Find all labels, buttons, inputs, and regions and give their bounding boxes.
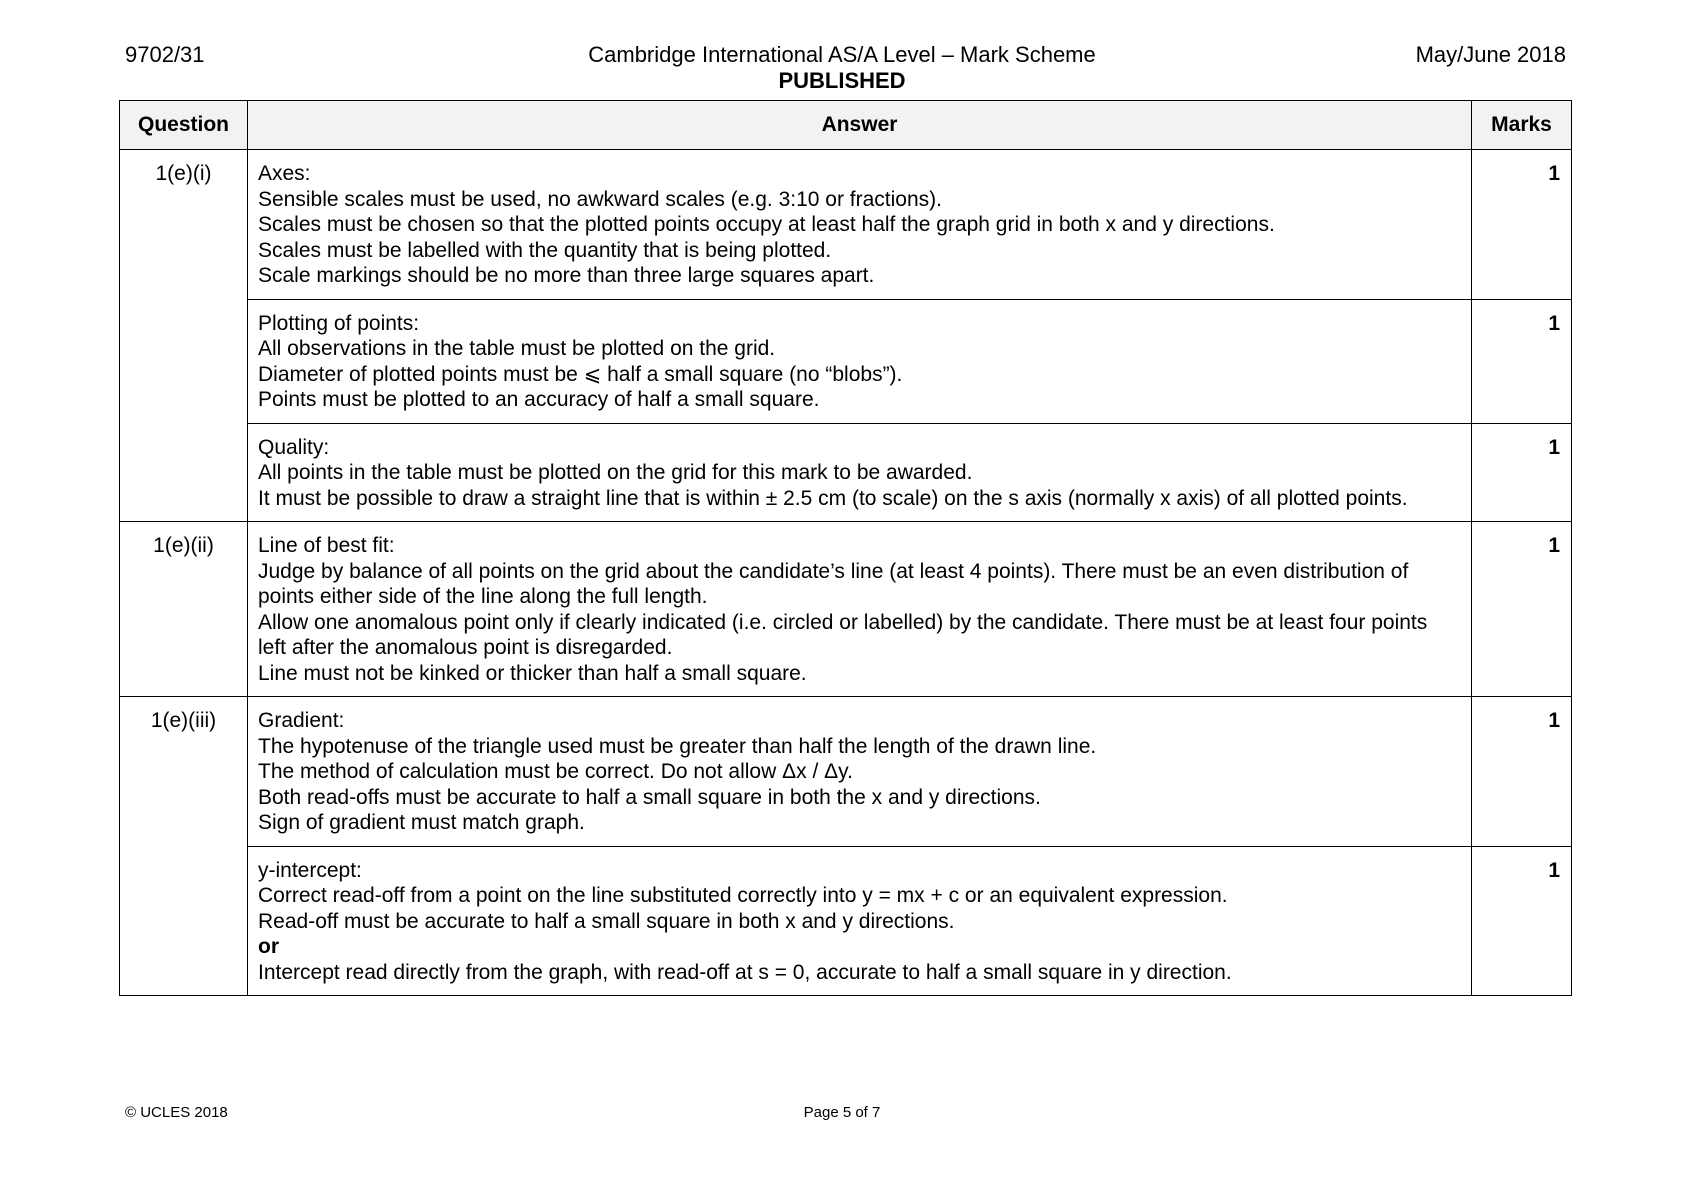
copyright-notice: © UCLES 2018 — [125, 1104, 228, 1121]
answer-cell-plotting — [248, 299, 1472, 423]
answer-line: Line must not be kinked or thicker than half a small square. — [258, 661, 807, 685]
answer-line: Judge by balance of all points on the grid about the candidate’s line (at least 4 points). There must be an even distribution of points either side of the line along the full length. — [258, 559, 1409, 608]
marks-value: 1 — [1472, 299, 1572, 423]
answer-line: Intercept read directly from the graph, with read-off at s = 0, accurate to half a small square in y direction. — [258, 960, 1232, 984]
answer-line: Diameter of plotted points must be ⩽ half a small square (no “blobs”). — [258, 362, 903, 386]
answer-cell-intercept — [248, 846, 1472, 996]
answer-cell-best-fit — [248, 522, 1472, 697]
table-row — [120, 150, 1572, 300]
answer-cell-quality — [248, 423, 1472, 522]
page-number: Page 5 of 7 — [803, 1104, 881, 1121]
published-label: PUBLISHED — [778, 68, 906, 93]
table-row — [120, 423, 1572, 522]
exam-session: May/June 2018 — [1415, 42, 1566, 67]
answer-line: Correct read-off from a point on the line substituted correctly into y = mx + c or an equivalent expression. — [258, 884, 1228, 907]
marks-value: 1 — [1472, 423, 1572, 522]
answer-line: Sign of gradient must match graph. — [258, 811, 585, 834]
marks-column-header: Marks — [1472, 101, 1572, 150]
mark-scheme-table — [119, 100, 1572, 996]
answer-line-or: or — [258, 935, 279, 958]
answer-line: Line of best fit: — [258, 534, 395, 557]
answer-line: Points must be plotted to an accuracy of half a small square. — [258, 388, 820, 411]
table-row — [120, 522, 1572, 697]
answer-cell-axes — [248, 150, 1472, 300]
answer-line: Plotting of points: — [258, 311, 420, 335]
answer-line: The hypotenuse of the triangle used must be greater than half the length of the drawn line. — [258, 734, 1097, 758]
answer-line: All points in the table must be plotted on the grid for this mark to be awarded. — [258, 461, 973, 484]
answer-line: The method of calculation must be correct. Do not allow Δx / Δy. — [258, 760, 853, 783]
answer-line: Sensible scales must be used, no awkward scales (e.g. 3:10 or fractions). — [258, 187, 942, 211]
answer-line: Gradient: — [258, 709, 345, 732]
table-row — [120, 299, 1572, 423]
question-number: 1(e)(i) — [120, 150, 248, 522]
table-header-row — [120, 101, 1572, 150]
question-number: 1(e)(ii) — [120, 522, 248, 697]
question-column-header: Question — [120, 101, 248, 150]
question-number: 1(e)(iii) — [120, 697, 248, 996]
answer-line: All observations in the table must be plotted on the grid. — [258, 337, 776, 360]
answer-line: Scales must be chosen so that the plotted points occupy at least half the graph grid in both x and y directions. — [258, 213, 1275, 236]
table-row — [120, 846, 1572, 996]
answer-line: It must be possible to draw a straight line that is within ± 2.5 cm (to scale) on the s axis (normally x axis) of all plotted points. — [258, 486, 1408, 510]
title-text: Cambridge International AS/A Level – Mark Scheme — [588, 42, 1096, 67]
answer-cell-gradient — [248, 697, 1472, 847]
answer-line: Axes: — [258, 162, 311, 185]
answer-column-header: Answer — [248, 101, 1472, 150]
answer-line: Quality: — [258, 435, 330, 459]
answer-line: y-intercept: — [258, 858, 362, 882]
answer-line: Allow one anomalous point only if clearly indicated (i.e. circled or labelled) by the candidate. There must be at least four points left after the anomalous point is disregarded. — [258, 610, 1428, 659]
marks-value: 1 — [1472, 697, 1572, 847]
marks-value: 1 — [1472, 150, 1572, 300]
marks-value: 1 — [1472, 846, 1572, 996]
answer-line: Scale markings should be no more than three large squares apart. — [258, 264, 875, 287]
table-row — [120, 697, 1572, 847]
answer-line: Both read-offs must be accurate to half a small square in both the x and y directions. — [258, 785, 1041, 809]
answer-line: Scales must be labelled with the quantity that is being plotted. — [258, 238, 832, 262]
paper-code: 9702/31 — [125, 42, 205, 67]
marks-value: 1 — [1472, 522, 1572, 697]
answer-line: Read-off must be accurate to half a small square in both x and y directions. — [258, 909, 955, 933]
